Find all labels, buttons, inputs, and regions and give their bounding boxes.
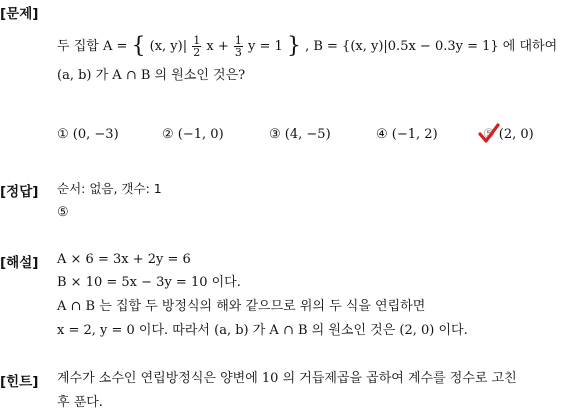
explanation-line-4: x = 2, y = 0 이다. 따라서 (a, b) 가 A ∩ B 의 원소인 것은 (2, 0) 이다.	[57, 323, 468, 338]
choice-4[interactable]	[376, 127, 438, 142]
choice-mark: ④	[376, 127, 388, 142]
choice-text: (−1, 2)	[391, 127, 438, 142]
fraction-denominator: 3	[234, 46, 242, 59]
choice-text: (4, −5)	[284, 127, 331, 142]
explanation-label: [해설]	[0, 255, 39, 271]
hint-line-2: 후 푼다.	[57, 395, 103, 410]
hint-label: [힌트]	[0, 374, 39, 390]
choice-mark: ③	[269, 127, 281, 142]
fraction-one-third	[234, 35, 243, 58]
set-a-mid: x +	[206, 39, 229, 54]
problem-line1-prefix: 두 집합 A =	[57, 39, 132, 54]
explanation-line-3: A ∩ B 는 집합 두 방정식의 해와 같으므로 위의 두 식을 연립하면	[57, 299, 426, 314]
problem-line-1	[57, 35, 557, 58]
set-a-tail: y = 1	[248, 39, 283, 54]
set-a-close-brace: }	[286, 33, 301, 59]
fraction-numerator: 1	[234, 34, 242, 47]
hint-line-1: 계수가 소수인 연립방정식은 양변에 10 의 거듭제곱을 곱하여 계수를 정수로 고친	[57, 371, 517, 386]
fraction-numerator: 1	[193, 34, 201, 47]
explanation-line-2: B × 10 = 5x − 3y = 10 이다.	[57, 275, 241, 290]
answer-line-1: 순서: 없음, 갯수: 1	[57, 181, 162, 196]
choice-text: (2, 0)	[498, 127, 534, 142]
answer-label: [정답]	[0, 184, 39, 200]
choice-text: (−1, 0)	[177, 127, 224, 142]
answer-line-2: ⑤	[57, 205, 69, 220]
set-a-inner: (x, y)|	[149, 39, 188, 54]
choice-mark: ⑤	[483, 127, 495, 142]
set-a-open-brace: {	[131, 33, 146, 59]
fraction-denominator: 2	[193, 46, 201, 59]
choice-mark: ②	[162, 127, 174, 142]
choice-1[interactable]	[57, 127, 119, 142]
problem-label: [문제]	[0, 6, 39, 22]
choice-text: (0, −3)	[72, 127, 119, 142]
problem-line1-suffix: , B = {(x, y)|0.5x − 0.3y = 1} 에 대하여	[305, 39, 558, 54]
choice-mark: ①	[57, 127, 69, 142]
problem-line-2: (a, b) 가 A ∩ B 의 원소인 것은?	[57, 68, 246, 83]
explanation-line-1: A × 6 = 3x + 2y = 6	[57, 252, 191, 267]
choice-2[interactable]	[162, 127, 224, 142]
choice-3[interactable]	[269, 127, 331, 142]
checkmark-icon	[477, 122, 501, 146]
fraction-one-half	[192, 35, 201, 58]
